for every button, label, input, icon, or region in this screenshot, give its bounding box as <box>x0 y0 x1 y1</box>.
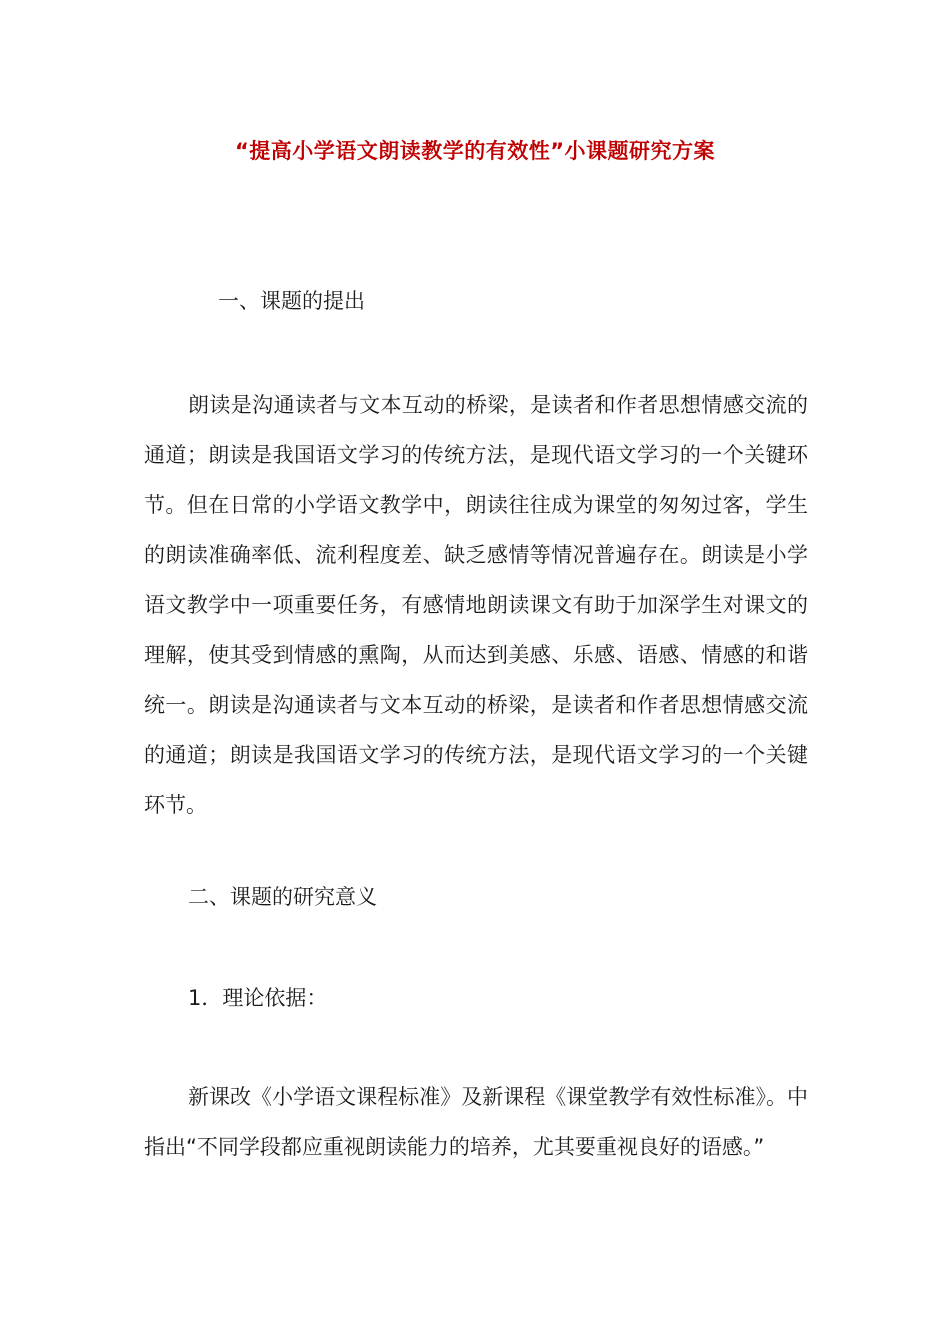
section-heading-proposal: 一、课题的提出 <box>218 289 365 313</box>
subsection-heading-theoretical-basis: 1．理论依据： <box>188 986 328 1010</box>
document-title: “提高小学语文朗读教学的有效性”小课题研究方案 <box>234 139 716 163</box>
section-paragraph-proposal: 朗读是沟通读者与文本互动的桥梁，是读者和作者思想情感交流的通道；朗读是我国语文学习的传统方法，是现代语文学习的一个关键环节。但在日常的小学语文教学中，朗读往往成为课堂的匆匆过客，学生的朗读准确率低、流利程度差、缺乏感情等情况普遍存在。朗读是小学语文教学中一项重要任务，有感情地朗读课文有助于加深学生对课文的理解，使其受到情感的熏陶，从而达到美感、乐感、语感、情感的和谐统一。朗读是沟通读者与文本互动的桥梁，是读者和作者思想情感交流的通道；朗读是我国语文学习的传统方法，是现代语文学习的一个关键环节。 <box>144 393 808 817</box>
subsection-paragraph-theoretical-basis: 新课改《小学语文课程标准》及新课程《课堂教学有效性标准》。中指出“不同学段都应重视朗读能力的培养，尤其要重视良好的语感。” <box>144 1085 808 1159</box>
section-heading-significance: 二、课题的研究意义 <box>188 885 377 909</box>
